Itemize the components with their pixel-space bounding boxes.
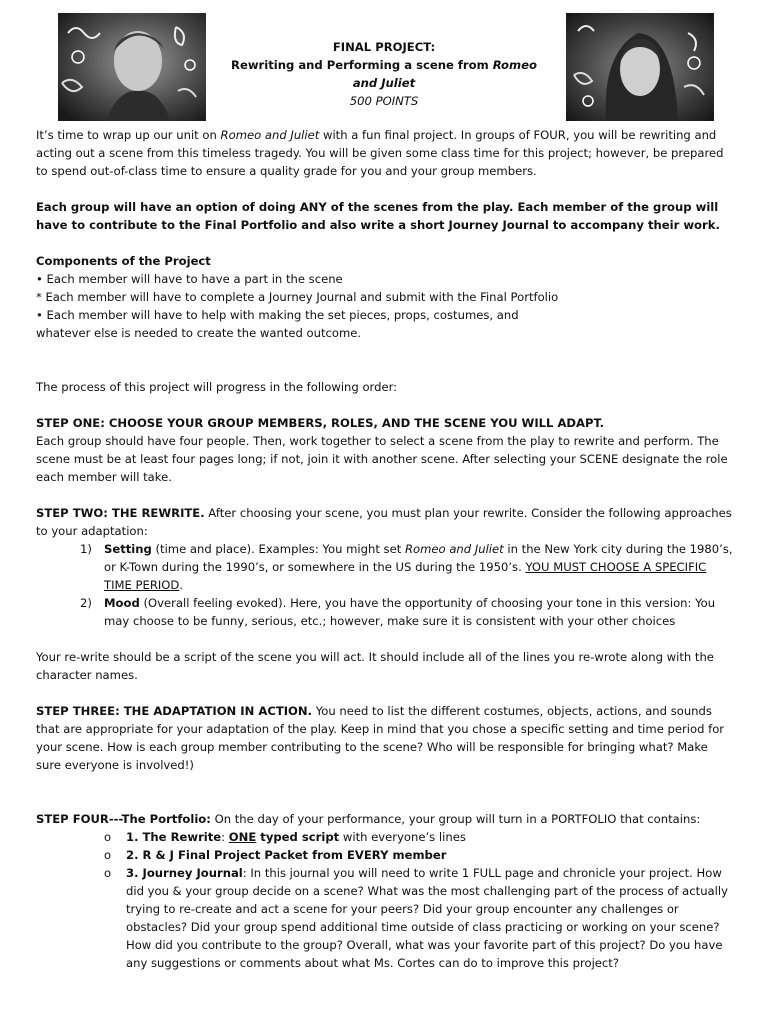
process-intro: The process of this project will progress in the following order: [36, 380, 398, 394]
component-item: whatever else is needed to create the wanted outcome. [36, 326, 362, 340]
portfolio-list [36, 828, 736, 972]
project-title: FINAL PROJECT: [332, 40, 436, 54]
project-subtitle: Rewriting and Performing a scene from Romeo and Juliet [231, 58, 537, 90]
step-three-text: STEP THREE: THE ADAPTATION IN ACTION. You need to list the different costumes, objects, actions, and sounds that are appropriate for your adaptation of the play. Keep in mind that you chose a specific setting and time period for your scene. How is each group member contributing to the scene? Who will be responsible for bringing what? Make sure everyone is involved!) [36, 704, 725, 772]
document-body [36, 126, 736, 972]
component-item: • Each member will have to help with making the set pieces, props, costumes, and [36, 308, 519, 322]
component-item: • Each member will have to have a part in the scene [36, 272, 343, 286]
component-item: * Each member will have to complete a Journey Journal and submit with the Final Portfolio [36, 290, 559, 304]
list-item: o 2. R & J Final Project Packet from EVERY member [104, 848, 447, 862]
step-four-intro: STEP FOUR---The Portfolio: On the day of your performance, your group will turn in a PORTFOLIO that contains: [36, 812, 701, 826]
list-item: o 3. Journey Journal: In this journal you will need to write 1 FULL page and chronicle your project. How did you & your group decide on a scene? What was the most challenging part of the process of actually trying to re-create and act a scene for your peers? Did your group encounter any challenges or obstacles? Did your group spend additional time outside of class practicing or working on your scene? How did you contribute to the group? Overall, what was your favorite part of this project? Do you have any suggestions or comments about what Ms. Cortes can do to improve this project? [104, 866, 728, 970]
components-heading: Components of the Project [36, 254, 211, 268]
list-item: o 1. The Rewrite: ONE typed script with everyone’s lines [104, 830, 466, 844]
list-item: 2) Mood (Overall feeling evoked). Here, you have the opportunity of choosing your tone in this version: You may choose to be funny, serious, etc.; however, make sure it is consistent with your other choices [80, 596, 716, 628]
step-one-heading: STEP ONE: CHOOSE YOUR GROUP MEMBERS, ROLES, AND THE SCENE YOU WILL ADAPT. [36, 416, 605, 430]
document-header [220, 38, 548, 110]
list-item: 1) Setting (time and place). Examples: You might set Romeo and Juliet in the New York city during the 1980’s, or K-Town during the 1990’s, or somewhere in the US during the 1950’s. YOU MUST CHOOSE A SPECIFIC TIME PERIOD. [80, 542, 733, 592]
group-notice: Each group will have an option of doing ANY of the scenes from the play. Each member of the group will have to contribute to the Final Portfolio and also write a short Journey Journal to accompany their work. [36, 200, 720, 232]
step-two-intro: STEP TWO: THE REWRITE. After choosing your scene, you must plan your rewrite. Consider the following approaches to your adaptation: [36, 506, 732, 538]
points-label: 500 POINTS [349, 94, 419, 108]
step-one-text: Each group should have four people. Then, work together to select a scene from the play to rewrite and perform. The scene must be at least four pages long; if not, join it with another scene. After selecting your SCENE designate the role each member will take. [36, 434, 728, 484]
juliet-photo [566, 13, 714, 121]
intro-paragraph: It’s time to wrap up our unit on Romeo and Juliet with a fun final project. In groups of FOUR, you will be rewriting and acting out a scene from this timeless tragedy. You will be given some class time for this project; however, be prepared to spend out-of-class time to ensure a quality grade for you and your group members. [36, 128, 724, 178]
adaptation-list [36, 540, 736, 630]
romeo-photo [58, 13, 206, 121]
rewrite-note: Your re-write should be a script of the scene you will act. It should include all of the lines you re-wrote along with the character names. [36, 650, 714, 682]
